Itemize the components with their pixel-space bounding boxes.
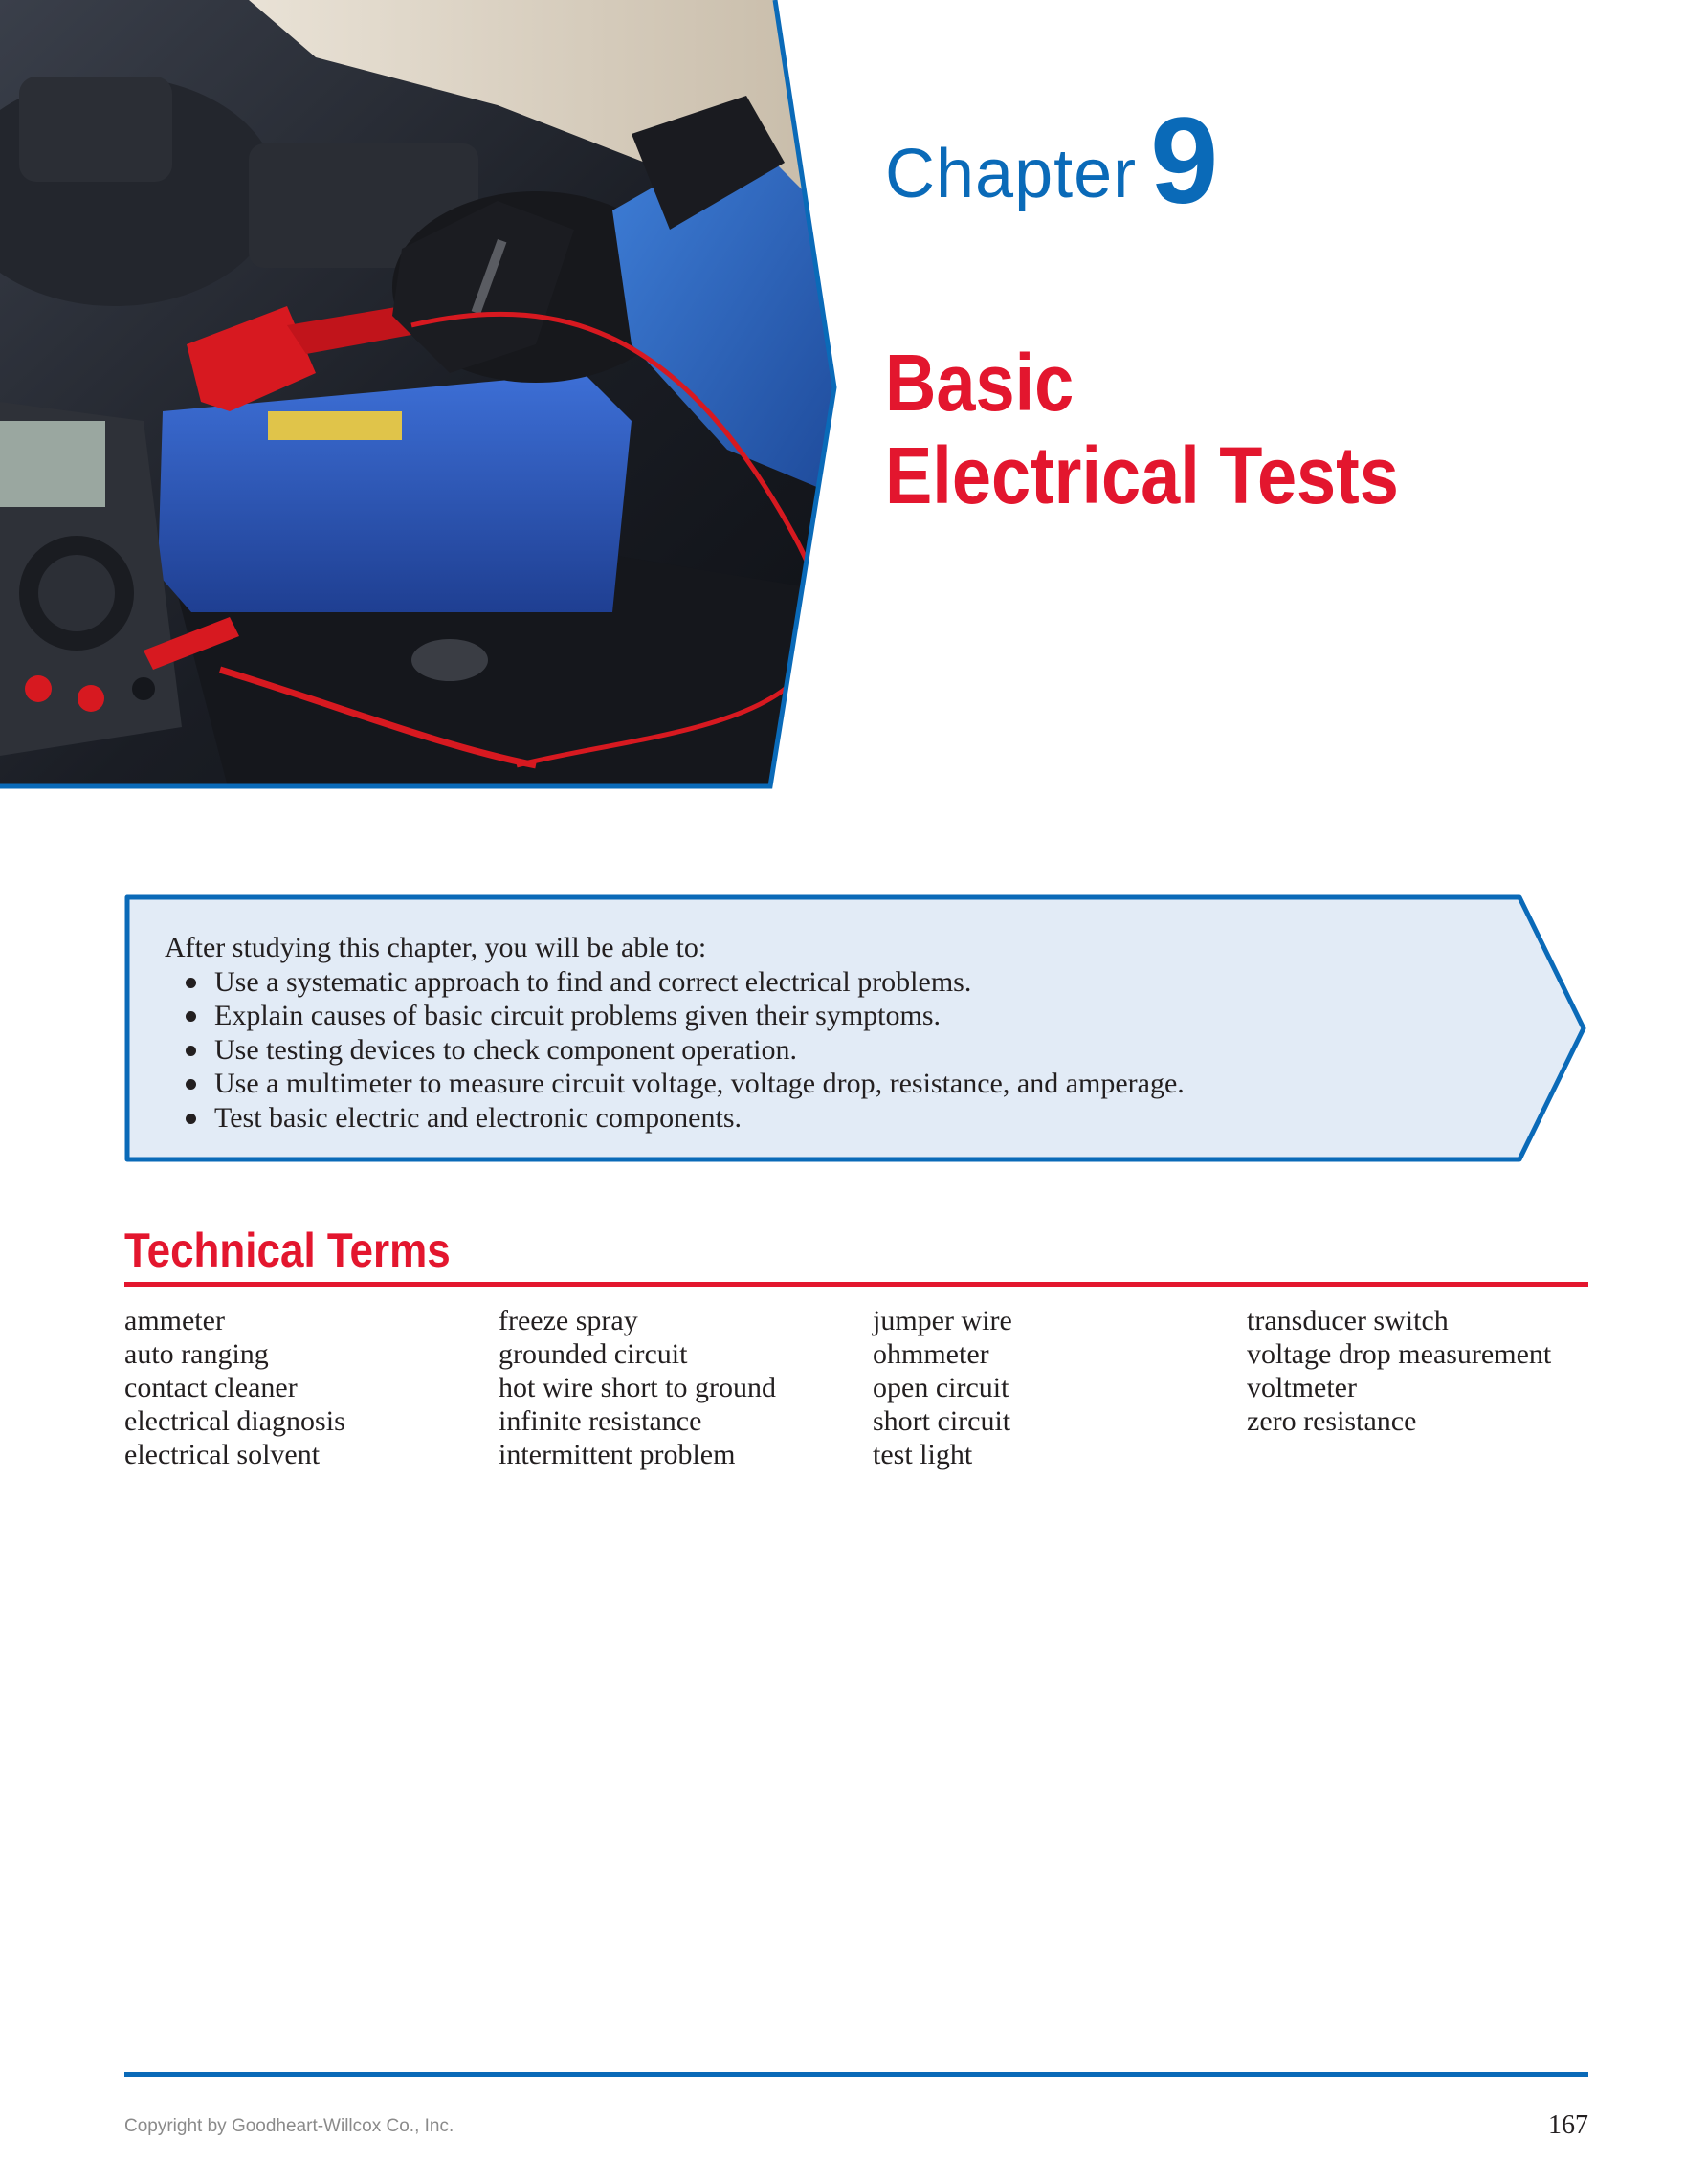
objective-item: Use a multimeter to measure circuit voltage, voltage drop, resistance, and amperage. <box>165 1067 1495 1101</box>
objectives-intro: After studying this chapter, you will be able to: <box>165 932 707 963</box>
chapter-title: Basic Electrical Tests <box>885 338 1399 520</box>
objective-item: Test basic electric and electronic components. <box>165 1101 1495 1136</box>
term: voltmeter <box>1247 1372 1357 1403</box>
term: electrical solvent <box>124 1439 321 1470</box>
term: test light <box>873 1439 973 1470</box>
term: hot wire short to ground <box>499 1372 776 1403</box>
objective-item: Use a systematic approach to find and correct electrical problems. <box>165 965 1495 1000</box>
term: grounded circuit <box>499 1338 688 1370</box>
page-number: 167 <box>1548 2110 1588 2140</box>
term: intermittent problem <box>499 1439 736 1470</box>
footer-divider <box>124 2072 1588 2077</box>
term: transducer switch <box>1247 1305 1449 1336</box>
objective-item: Explain causes of basic circuit problems given their symptoms. <box>165 999 1495 1033</box>
terms-column-4 <box>1247 1304 1617 1471</box>
term: voltage drop measurement <box>1247 1338 1552 1370</box>
technical-terms-grid <box>124 1304 1617 1471</box>
term: jumper wire <box>873 1305 1012 1336</box>
technical-terms-heading: Technical Terms <box>124 1224 451 1277</box>
term: auto ranging <box>124 1338 269 1370</box>
chapter-heading <box>885 91 1218 232</box>
chapter-number: 9 <box>1150 93 1219 230</box>
objectives-list <box>165 965 1495 1136</box>
term: electrical diagnosis <box>124 1405 345 1437</box>
chapter-hero-image <box>0 0 842 794</box>
terms-column-1 <box>124 1304 499 1471</box>
term: ammeter <box>124 1305 225 1336</box>
copyright-notice: Copyright by Goodheart-Willcox Co., Inc. <box>124 2116 454 2136</box>
term: contact cleaner <box>124 1372 298 1403</box>
terms-column-3 <box>873 1304 1247 1471</box>
term: short circuit <box>873 1405 1011 1437</box>
term: ohmmeter <box>873 1338 989 1370</box>
objective-item: Use testing devices to check component operation. <box>165 1033 1495 1068</box>
terms-column-2 <box>499 1304 873 1471</box>
learning-objectives-box <box>124 894 1588 1162</box>
chapter-label: Chapter <box>885 136 1138 212</box>
term: freeze spray <box>499 1305 638 1336</box>
term: zero resistance <box>1247 1405 1417 1437</box>
term: open circuit <box>873 1372 1009 1403</box>
term: infinite resistance <box>499 1405 702 1437</box>
technical-terms-divider <box>124 1282 1588 1287</box>
